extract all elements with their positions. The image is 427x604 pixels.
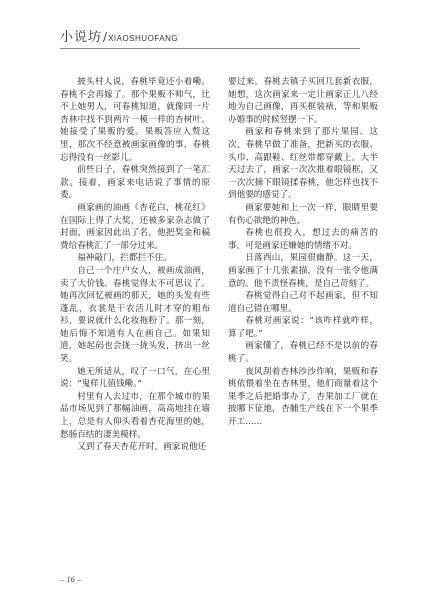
column-title-en: XIAOSHUOFANG — [108, 34, 179, 43]
paragraph: 春桃也很投入，想过去的痛苦的事，可是画家还嫌她的情绪不对。 — [228, 228, 378, 251]
paragraph: 前些日子，春桃突然接到了一笔汇款。接着，画家来电话说了事情的原委。 — [60, 165, 210, 201]
paragraph: 画家要她和上一次一样，眼睛里要有伤心欲绝的神色。 — [228, 202, 378, 226]
paragraph: 春桃对画家说：“该咋样就咋样，算了吧。” — [228, 316, 378, 339]
paragraph: 要过来。春桃去镇子买回几套新衣服，她想，这次画家来一定让画家正儿八经地为自己画像，再买框装裱，等和果贩办婚事的时候竖摆一下。 — [228, 77, 378, 125]
paragraph: 画家懂了，春桃已经不是以前的春桃了。 — [228, 341, 378, 365]
page-number: – 16 – — [60, 574, 82, 584]
right-text-column — [228, 76, 378, 429]
paragraph: 村里有人去过市，在那个城市的果品市场见到了那幅油画，高高地挂在墙上，总是有人仰头看着杏花海里的她，愁肠百结的凄美模样。 — [60, 391, 210, 440]
column-brand — [60, 26, 178, 45]
paragraph: 自己一个庄户女人，被画成油画，卖了大价钱。春桃觉得太不可思议了。她再次回忆被画的那天，她的头发有些蓬乱，衣裳是干农活儿时才穿的粗布衫，要说就什么化妆拖粉了。那一刻，她后悔不知道有人在画自己。如果知道，她起码也会拢一拢头发，挤出一丝笑。 — [60, 265, 210, 365]
paragraph: 又到了春天杏花开时，画家说他还 — [77, 442, 207, 453]
page-header — [60, 26, 380, 66]
paragraph: 福神敲门，拦都拦不住。 — [77, 253, 172, 264]
paragraph: 日落西山，果园很幽静。这一天，画家画了十几张素描，没有一张令他满意的。他不责怪春桃，是自己苛刻了。 — [228, 253, 378, 289]
column-title-zh: 小说坊 — [60, 30, 103, 45]
paragraph: 画家和春桃来到了那片果园。这次，春桃早做了准备，把新买的衣服、头巾、高跟鞋、红丝带都穿戴上。大半天过去了，画家一次次推着眼镜框，又一次次摘下眼镜揉春桃，他怎样也找不到他要的感觉了。 — [228, 127, 378, 201]
paragraph: 她无所适从，叹了一口气，在心里说：“鬼样儿值钱嘞。” — [60, 366, 210, 390]
title-separator: / — [103, 30, 108, 44]
paragraph: 披头村人说，春桃毕竟还小着嘞。春桃不会再嫁了。那个果贩不帅气，比不上她男人，可春桃知道，就像同一片杏林中找不到两片一模一样的杏树叶。她接受了果贩的爱。果贩答应入赘这里，那次不经意被画家画像的事，春桃忘得没有一丝影儿。 — [60, 77, 210, 163]
paragraph: 春桃觉得自己对不起画家，但不知道自己错在哪里。 — [228, 291, 378, 314]
paragraph: 画家画的油画《杏花白，桃花红》在国际上得了大奖，还被多家杂志做了封面，画家因此出了名，他把奖金和稿费给春桃汇了一部分过来。 — [60, 202, 210, 251]
header-rule — [60, 48, 360, 49]
paragraph: 夜风刮着杏林沙沙作响，果贩和春桃依偎着坐在杏林里，他们商量着这个果季之后把婚事办了，杏果加工厂就在披哪下征地，杏脯生产线在下一个果季开工…… — [228, 366, 378, 428]
left-text-column — [60, 76, 210, 454]
